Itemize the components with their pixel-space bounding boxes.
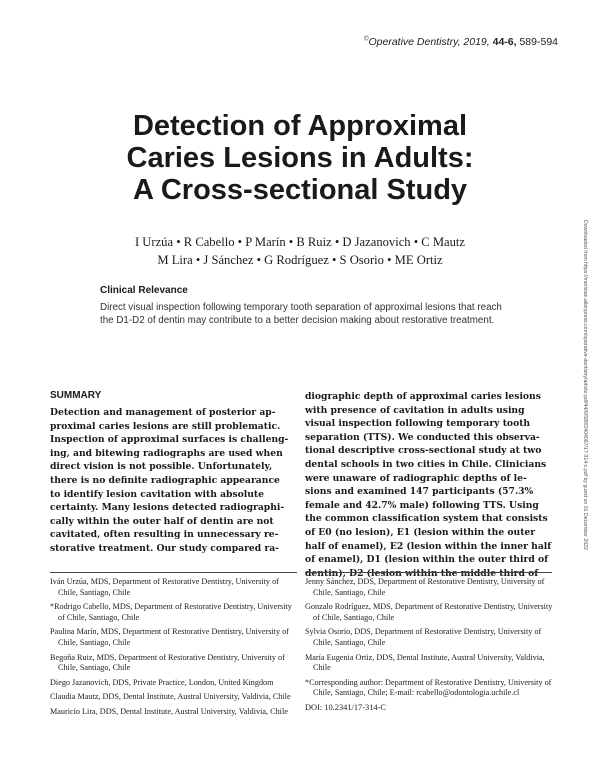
summary-left-column <box>50 406 297 556</box>
summary-line: with presence of cavitation in adults using <box>305 404 525 416</box>
journal-volume: 44-6, <box>492 36 517 48</box>
corresponding-author: *Corresponding author: Department of Restorative Dentistry, University of Chile, Santiago, Chile; E-mail: rcabello@odontologia.uchile.cl <box>305 677 552 698</box>
download-note: Downloaded from https://meridian.allenpress.com/operative-dentistry/article-pdf/44/6/589/2404067/17-314-c.pdf by guest on 01 December 2022 <box>582 220 588 550</box>
summary-line: cally within the outer half of dentin are not <box>50 515 274 527</box>
summary-line: direct vision is not possible. Unfortunately, <box>50 461 273 473</box>
article-title <box>60 110 540 206</box>
summary-line: separation (TTS). We conducted this observa- <box>305 431 540 443</box>
affiliation: Claudia Mautz, DDS, Dental Institute, Austral University, Valdivia, Chile <box>50 692 291 702</box>
summary-line: female and 42.7% male) following TTS. Using <box>305 499 539 511</box>
title-line: Caries Lesions in Adults: <box>126 142 474 174</box>
summary-line: ing, and bitewing radiographs are used when <box>50 447 283 459</box>
affiliation: Sylvia Osorio, DDS, Department of Restorative Dentistry, University of Chile, Santiago, Chile <box>305 627 542 647</box>
journal-year: , 2019, <box>457 36 493 48</box>
summary-line: half of enamel), E2 (lesion within the inner half <box>305 540 552 552</box>
affiliation: Begoña Ruiz, MDS, Department of Restorative Dentistry, University of Chile, Santiago, Chile <box>50 652 285 673</box>
affiliations-right <box>305 577 555 714</box>
affiliation: Gonzalo Rodríguez, MDS, Department of Restorative Dentistry, University of Chile, Santiago, Chile <box>305 602 553 622</box>
summary-line: there is no definite radiographic appearance <box>50 474 280 486</box>
title-line: A Cross-sectional Study <box>132 174 468 206</box>
clinical-relevance-text: Direct visual inspection following temporary tooth separation of approximal lesions that reach the D1-D2 of dentin may contribute to a better decision making about restorative treatment. <box>100 302 502 326</box>
journal-name: Operative Dentistry <box>368 36 458 48</box>
journal-pages: 589-594 <box>516 36 558 48</box>
affiliation: Iván Urzúa, MDS, Department of Restorative Dentistry, University of Chile, Santiago, Chile <box>50 577 279 597</box>
doi: DOI: 10.2341/17-314-C <box>305 702 386 712</box>
affiliation: Paulina Marín, MDS, Department of Restorative Dentistry, University of Chile, Santiago, Chile <box>50 627 289 647</box>
summary-line: certainty. Many lesions detected radiographi- <box>50 502 285 514</box>
affiliation: Mauricio Lira, DDS, Dental Institute, Austral University, Valdivia, Chile <box>50 706 288 716</box>
author-line: I Urzúa • R Cabello • P Marín • B Ruiz • D Jazanovich • C Mautz <box>134 235 466 249</box>
download-watermark <box>578 220 590 580</box>
summary-line: of enamel), D1 (lesion within the outer third of <box>305 554 549 566</box>
summary-line: were unaware of radiographic depths of le- <box>305 472 527 484</box>
journal-header <box>364 36 558 48</box>
summary-line: diographic depth of approximal caries lesions <box>305 391 541 402</box>
affiliation: *Rodrigo Cabello, MDS, Department of Restorative Dentistry, University of Chile, Santiago, Chile <box>50 602 292 622</box>
affiliation: Diego Jazanovich, DDS, Private Practice, London, United Kingdom <box>50 677 274 687</box>
affiliations-left <box>50 577 297 722</box>
footnote-divider <box>50 572 297 573</box>
author-line: M Lira • J Sánchez • G Rodríguez • S Osorio • ME Ortiz <box>157 253 443 267</box>
title-line: Detection of Approximal <box>132 110 468 142</box>
affiliation: María Eugenia Ortiz, DDS, Dental Institute, Austral University, Valdivia, Chile <box>305 652 545 673</box>
summary-line: dentin), D2 (lesion within the middle third of <box>305 567 539 579</box>
summary-line: tional descriptive cross-sectional study at two <box>305 445 542 457</box>
summary-line: of E0 (no lesion), E1 (lesion within the outer <box>305 526 536 538</box>
copyright-mark: © <box>364 36 369 43</box>
footnote-divider <box>305 572 552 573</box>
summary-heading: SUMMARY <box>50 390 102 401</box>
summary-line: Inspection of approximal surfaces is challeng- <box>50 434 289 446</box>
summary-line: Detection and management of posterior ap- <box>50 407 276 418</box>
summary-line: cavitated, often resulting in unnecessary re- <box>50 529 279 541</box>
summary-line: storative treatment. Our study compared ra- <box>50 542 279 554</box>
summary-line: to identify lesion cavitation with absolute <box>50 488 265 500</box>
summary-line: proximal caries lesions are still problematic. <box>50 420 281 432</box>
summary-line: visual inspection following temporary tooth <box>305 418 531 430</box>
summary-line: dental schools in two cities in Chile. Clinicians <box>305 458 547 470</box>
summary-right-column <box>305 390 552 580</box>
summary-line: sions and examined 147 participants (57.3% <box>305 486 534 498</box>
affiliation: Jenny Sánchez, DDS, Department of Restorative Dentistry, University of Chile, Santiago, Chile <box>305 577 545 597</box>
author-list <box>60 233 540 269</box>
summary-line: the common classification system that consists <box>305 513 548 525</box>
clinical-relevance-heading: Clinical Relevance <box>100 285 188 296</box>
